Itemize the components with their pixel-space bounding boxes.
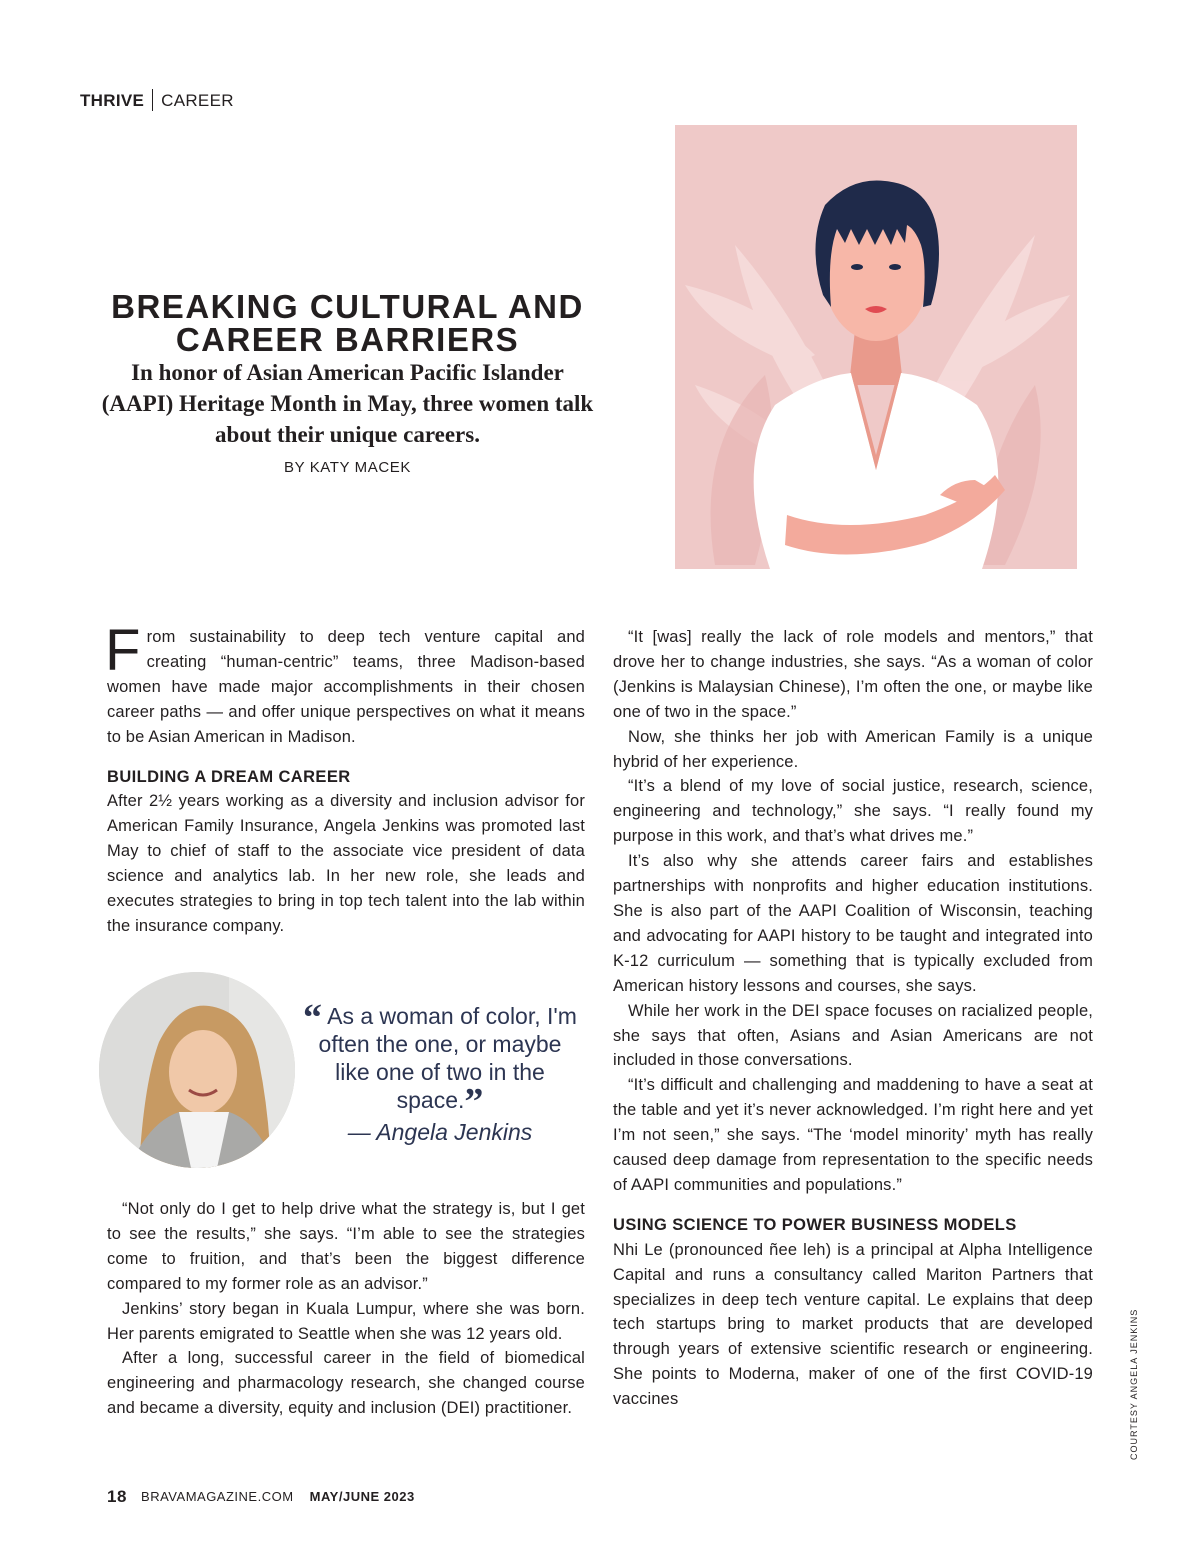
article-dek: In honor of Asian American Pacific Islander (AAPI) Heritage Month in May, three women talk about their unique careers. xyxy=(101,360,594,447)
photo-credit: COURTESY ANGELA JENKINS xyxy=(1129,1308,1139,1460)
body-paragraph: “Not only do I get to help drive what the strategy is, but I get to see the results,” she says. “I’m able to see the strategies come to fruition, and that’s been the biggest difference compared to my former role as an advisor.” xyxy=(107,1200,585,1293)
body-paragraph: After 2½ years working as a diversity and inclusion advisor for American Family Insurance, Angela Jenkins was promoted last May to chief of staff to the associate vice president of data science and analytics lab. In her new role, she leads and executes strategies to bring in top tech talent into the lab within the insurance company. xyxy=(107,792,585,935)
body-paragraph: Now, she thinks her job with American Family is a unique hybrid of her experience. xyxy=(613,727,1093,771)
angela-jenkins-photo xyxy=(99,972,295,1168)
right-column xyxy=(613,625,1093,1412)
body-paragraph: “It’s a blend of my love of social justice, research, science, engineering and technology,” she says. “I really found my purpose in this work, and that’s what drives me.” xyxy=(613,777,1093,846)
pull-quote-attribution: — Angela Jenkins xyxy=(347,1119,533,1145)
title-line-2: CAREER BARRIERS xyxy=(175,321,520,358)
footer-site: BRAVAMAGAZINE.COM xyxy=(141,1489,294,1504)
woman-illustration xyxy=(675,125,1077,569)
page-footer xyxy=(107,1487,415,1507)
section-label xyxy=(80,89,234,111)
subhead-using-science: USING SCIENCE TO POWER BUSINESS MODELS xyxy=(613,1215,1017,1234)
article-title xyxy=(95,290,600,356)
body-paragraph: “It’s difficult and challenging and maddening to have a seat at the table and yet it’s never acknowledged. I’m right here and yet I’m not seen,” she says. “The ‘model minority’ myth has really caused deep damage from representation to the specific needs of AAPI communities and populations.” xyxy=(613,1076,1093,1194)
body-paragraph: It’s also why she attends career fairs and establishes partnerships with nonprofits and higher education institutions. She is also part of the AAPI Coalition of Wisconsin, teaching and advocating for AAPI history to be taught and integrated into K-12 curriculum — something that is typically excluded from American history lessons and courses, she says. xyxy=(613,852,1093,995)
intro-paragraph: From sustainability to deep tech venture capital and creating “human-centric” teams, three Madison-based women have made major accomplishments in their chosen career paths — and offer unique perspectives on what it means to be Asian American in Madison. xyxy=(105,618,585,746)
close-quote-mark: ” xyxy=(464,1081,484,1123)
left-column-bottom xyxy=(107,1197,585,1421)
pull-quote xyxy=(300,997,580,1146)
body-paragraph: Nhi Le (pronounced ñee leh) is a principal at Alpha Intelligence Capital and runs a consultancy called Mariton Partners that specializes in deep tech venture capital. Le explains that deep tech startups bring to market products that are developed through years of extensive scientific research or engineering. She points to Moderna, maker of one of the first COVID-19 vaccines xyxy=(613,1240,1093,1409)
body-paragraph: Jenkins’ story began in Kuala Lumpur, where she was born. Her parents emigrated to Seattle when she was 12 years old. xyxy=(107,1299,585,1343)
body-paragraph: While her work in the DEI space focuses on racialized people, she says that often, Asians and Asian Americans are not included in those conversations. xyxy=(613,1001,1093,1070)
body-paragraph: “It [was] really the lack of role models and mentors,” that drove her to change industries, she says. “As a woman of color (Jenkins is Malaysian Chinese), I’m often the one, or maybe like one of two in the space.” xyxy=(613,628,1093,721)
footer-issue: MAY/JUNE 2023 xyxy=(309,1489,415,1504)
subhead-building-dream-career: BUILDING A DREAM CAREER xyxy=(107,767,351,786)
pull-quote-text: As a woman of color, I'm often the one, or maybe like one of two in the space. xyxy=(318,1003,577,1113)
drop-cap: F xyxy=(105,618,141,683)
title-line-1: BREAKING CULTURAL AND xyxy=(111,288,584,325)
open-quote-mark: “ xyxy=(303,997,323,1039)
section-name: THRIVE xyxy=(80,91,145,110)
section-divider xyxy=(152,89,153,111)
article-byline: BY KATY MACEK xyxy=(283,459,411,476)
left-column-top xyxy=(105,618,585,939)
page-number: 18 xyxy=(107,1487,127,1506)
subsection-name: CAREER xyxy=(161,91,234,110)
body-paragraph: After a long, successful career in the field of biomedical engineering and pharmacology research, she changed course and became a diversity, equity and inclusion (DEI) practitioner. xyxy=(107,1349,585,1418)
